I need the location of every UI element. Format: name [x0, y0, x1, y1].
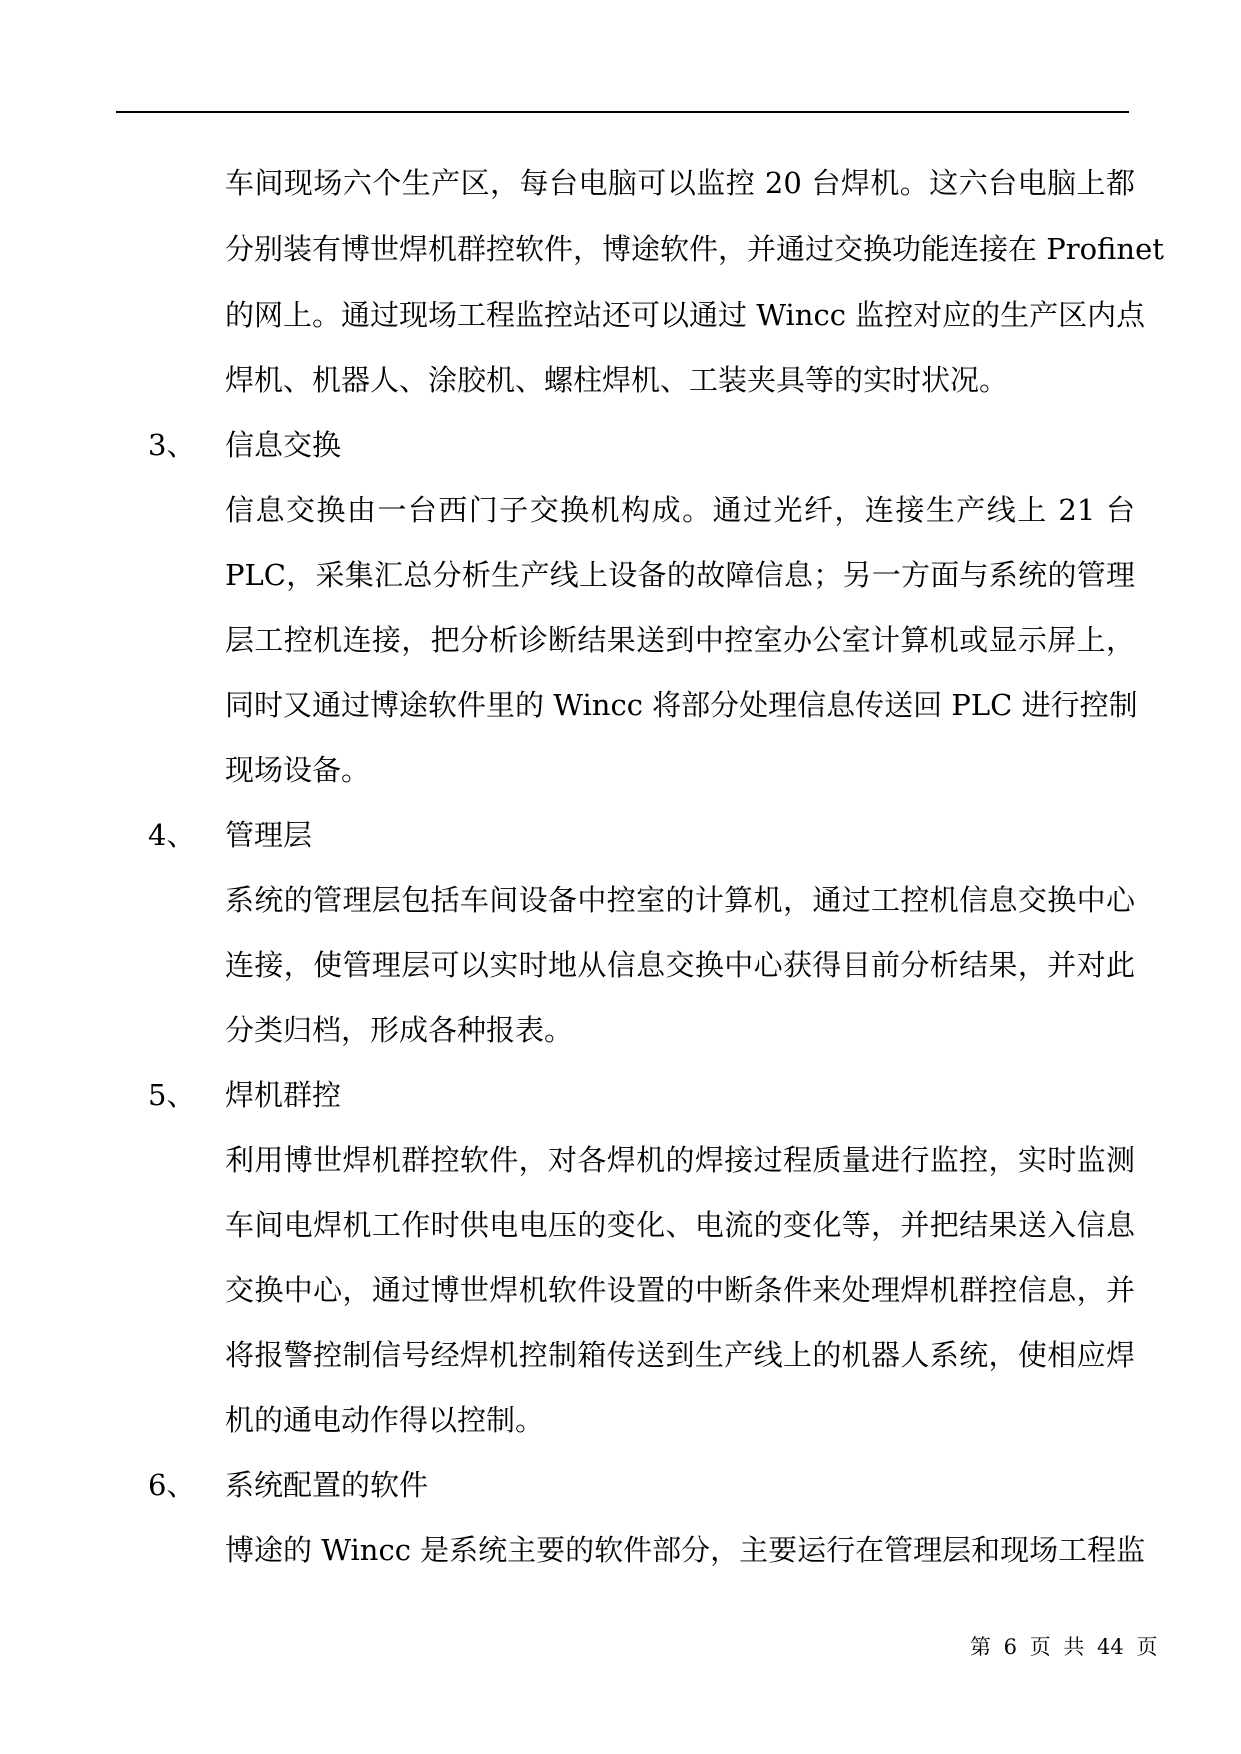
paragraph-line: PLC，采集汇总分析生产线上设备的故障信息；另一方面与系统的管理 [225, 558, 1135, 592]
paragraph-line: 分类归档，形成各种报表。 [225, 1013, 574, 1047]
section-number: 6、 [148, 1468, 196, 1502]
paragraph-line: 博途的 Wincc 是系统主要的软件部分，主要运行在管理层和现场工程监 [225, 1533, 1146, 1567]
section-number: 3、 [148, 428, 196, 462]
section-number: 5、 [148, 1078, 196, 1112]
section-number: 4、 [148, 818, 196, 852]
section-title: 信息交换 [225, 428, 342, 462]
paragraph-line: 分别装有博世焊机群控软件，博途软件，并通过交换功能连接在 Profinet [225, 232, 1164, 266]
paragraph-line: 系统的管理层包括车间设备中控室的计算机，通过工控机信息交换中心 [225, 883, 1135, 917]
paragraph-line: 层工控机连接，把分析诊断结果送到中控室办公室计算机或显示屏上， [225, 623, 1135, 657]
paragraph-line: 交换中心，通过博世焊机软件设置的中断条件来处理焊机群控信息，并 [225, 1273, 1135, 1307]
paragraph-line: 焊机、机器人、涂胶机、螺柱焊机、工装夹具等的实时状况。 [225, 363, 1009, 397]
section-title: 系统配置的软件 [225, 1468, 429, 1502]
paragraph-line: 信息交换由一台西门子交换机构成。通过光纤，连接生产线上 21 台 [225, 493, 1135, 527]
paragraph-line: 机的通电动作得以控制。 [225, 1403, 545, 1437]
paragraph-line: 车间现场六个生产区，每台电脑可以监控 20 台焊机。这六台电脑上都 [225, 166, 1135, 200]
paragraph-line: 现场设备。 [225, 753, 371, 787]
paragraph-line: 同时又通过博途软件里的 Wincc 将部分处理信息传送回 PLC 进行控制 [225, 688, 1138, 722]
paragraph-line: 利用博世焊机群控软件，对各焊机的焊接过程质量进行监控，实时监测 [225, 1143, 1135, 1177]
paragraph-line: 连接，使管理层可以实时地从信息交换中心获得目前分析结果，并对此 [225, 948, 1135, 982]
paragraph-line: 的网上。通过现场工程监控站还可以通过 Wincc 监控对应的生产区内点 [225, 298, 1146, 332]
section-title: 焊机群控 [225, 1078, 342, 1112]
header-rule [116, 111, 1129, 113]
section-title: 管理层 [225, 818, 313, 852]
paragraph-line: 车间电焊机工作时供电电压的变化、电流的变化等，并把结果送入信息 [225, 1208, 1135, 1242]
paragraph-line: 将报警控制信号经焊机控制箱传送到生产线上的机器人系统，使相应焊 [225, 1338, 1135, 1372]
page-footer: 第 6 页 共 44 页 [970, 1635, 1158, 1659]
